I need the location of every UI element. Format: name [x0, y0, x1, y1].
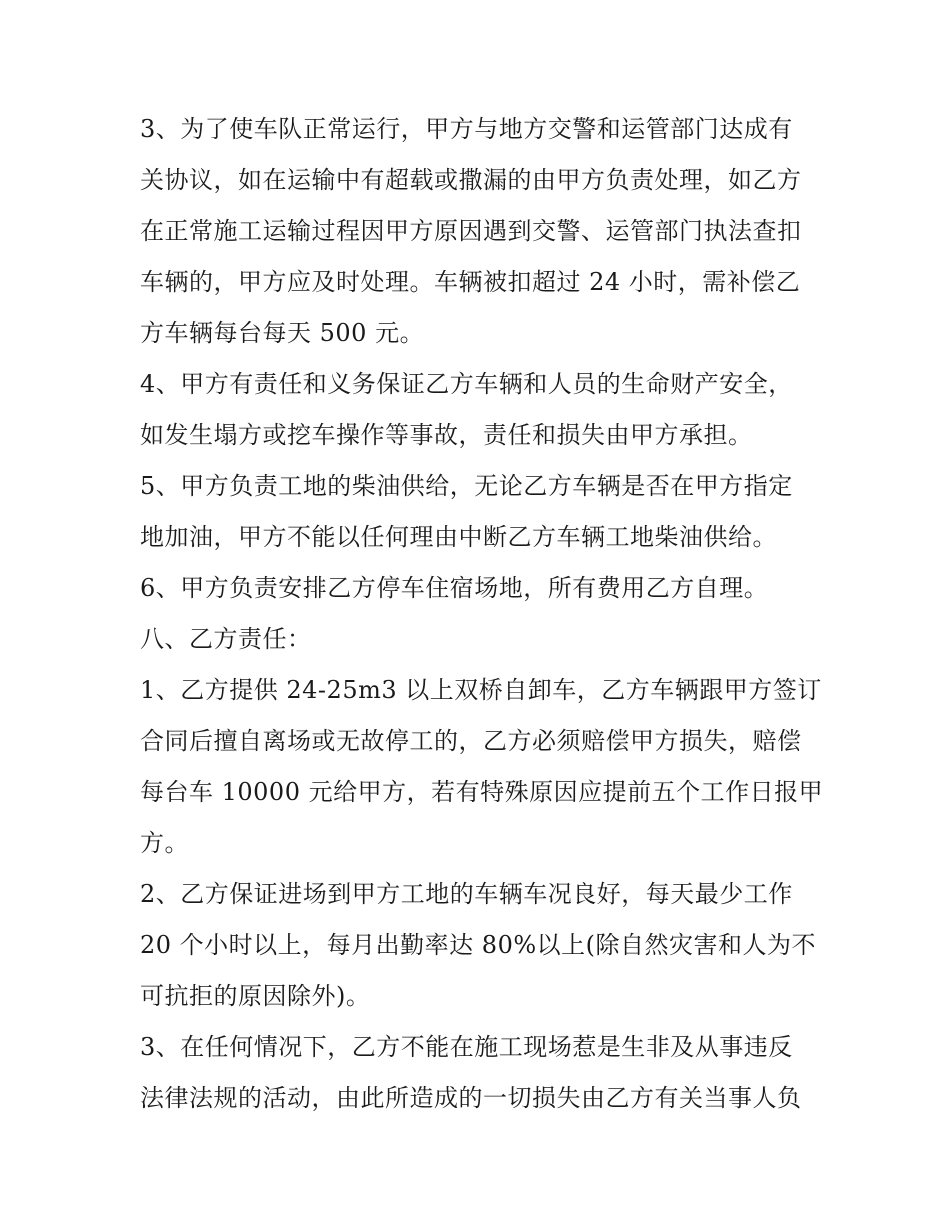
text-line: 方。 — [140, 829, 189, 857]
text-line: 如发生塌方或挖车操作等事故，责任和损失由甲方承担。 — [140, 421, 753, 449]
text-line: 5、甲方负责工地的柴油供给，无论乙方车辆是否在甲方指定 — [140, 472, 793, 500]
text-line: 地加油，甲方不能以任何理由中断乙方车辆工地柴油供给。 — [140, 523, 777, 551]
text-line: 1、乙方提供 24-25m3 以上双桥自卸车，乙方车辆跟甲方签订 — [140, 676, 822, 704]
section-heading: 八、乙方责任： — [140, 625, 312, 653]
text-line: 可抗拒的原因除外)。 — [140, 982, 371, 1010]
text-line: 关协议，如在运输中有超载或撒漏的由甲方负责处理，如乙方 — [140, 166, 802, 194]
text-line: 6、甲方负责安排乙方停车住宿场地，所有费用乙方自理。 — [140, 574, 769, 602]
text-line: 20 个小时以上，每月出勤率达 80%以上(除自然灾害和人为不 — [140, 931, 817, 959]
text-line: 2、乙方保证进场到甲方工地的车辆车况良好，每天最少工作 — [140, 880, 793, 908]
document-body — [140, 104, 824, 1124]
text-line: 车辆的，甲方应及时处理。车辆被扣超过 24 小时，需补偿乙 — [140, 268, 801, 296]
text-line: 合同后擅自离场或无故停工的，乙方必须赔偿甲方损失，赔偿 — [140, 727, 802, 755]
text-line: 4、甲方有责任和义务保证乙方车辆和人员的生命财产安全， — [140, 370, 793, 398]
text-line: 3、在任何情况下，乙方不能在施工现场惹是生非及从事违反 — [140, 1033, 793, 1061]
text-line: 在正常施工运输过程因甲方原因遇到交警、运管部门执法查扣 — [140, 217, 802, 245]
text-line: 法律法规的活动，由此所造成的一切损失由乙方有关当事人负 — [140, 1084, 802, 1112]
text-line: 3、为了使车队正常运行，甲方与地方交警和运管部门达成有 — [140, 115, 793, 143]
text-line: 方车辆每台每天 500 元。 — [140, 319, 425, 347]
text-line: 每台车 10000 元给甲方，若有特殊原因应提前五个工作日报甲 — [140, 778, 824, 806]
